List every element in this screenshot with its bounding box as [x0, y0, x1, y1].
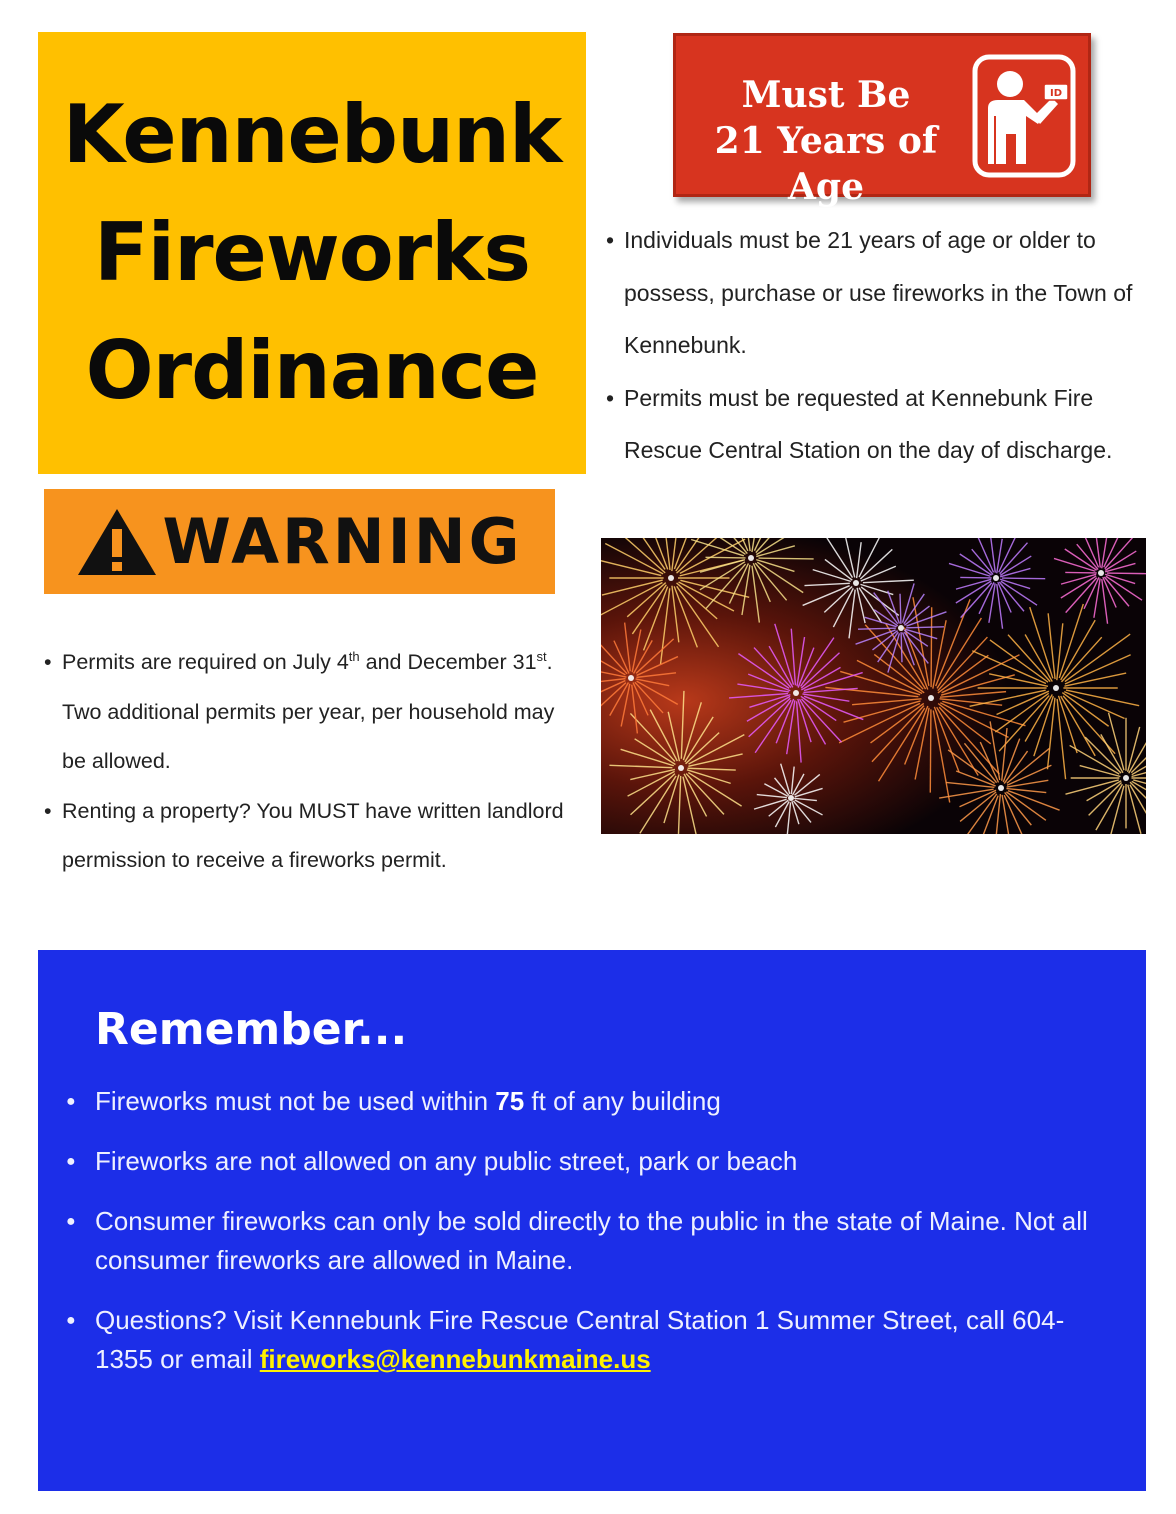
ordinal-suffix: st [536, 648, 547, 664]
permit-additional-text: . Two additional permits per year, per household may be allowed. [62, 650, 555, 773]
warning-banner [44, 489, 555, 594]
list-item: • Individuals must be 21 years of age or older to possess, purchase or use fireworks in the Town of Kennebunk. [606, 214, 1146, 372]
list-item [44, 638, 584, 787]
age-line-1: Must Be [741, 74, 911, 116]
age-requirement-text [676, 72, 976, 210]
age-line-2: 21 Years of Age [714, 120, 938, 208]
age-requirement-badge [673, 33, 1091, 208]
distance-value: 75 [495, 1086, 525, 1116]
rule-text: Fireworks must not be used within [95, 1086, 496, 1116]
rule-text: ft of any building [524, 1086, 721, 1116]
id-card-person-icon [972, 54, 1076, 178]
title-line-3: Ordinance [85, 324, 539, 417]
permit-date-text: and December 31 [359, 650, 537, 674]
email-link[interactable]: fireworks@kennebunkmaine.us [259, 1344, 651, 1374]
id-card-text: ID [1049, 88, 1063, 99]
warning-triangle-icon [76, 507, 158, 577]
remember-list [66, 1082, 1116, 1400]
list-item: ● Fireworks are not allowed on any public street, park or beach [66, 1142, 1116, 1181]
permit-date-text: Permits are required on July 4 [62, 650, 349, 674]
fireworks-photo [601, 538, 1146, 834]
warning-label: WARNING [162, 504, 523, 578]
title-line-2: Fireworks [94, 206, 530, 299]
list-item [66, 1082, 1116, 1121]
remember-title: Remember... [95, 1004, 408, 1055]
permit-bullets [44, 638, 584, 886]
list-item [66, 1301, 1116, 1379]
title-line-1: Kennebunk [62, 88, 562, 181]
age-permit-bullets [606, 214, 1146, 477]
list-item: • Permits must be requested at Kennebunk Fire Rescue Central Station on the day of discharge. [606, 372, 1146, 477]
contact-text: Questions? Visit Kennebunk Fire Rescue Central Station 1 Summer Street, call 604-1355 or email [95, 1305, 1065, 1374]
list-item: • Renting a property? You MUST have written landlord permission to receive a fireworks permit. [44, 787, 584, 886]
ordinal-suffix: th [348, 648, 360, 664]
list-item: ● Consumer fireworks can only be sold directly to the public in the state of Maine. Not all consumer fireworks are allowed in Maine. [66, 1202, 1116, 1280]
title-panel [38, 32, 586, 474]
remember-panel [38, 950, 1146, 1491]
